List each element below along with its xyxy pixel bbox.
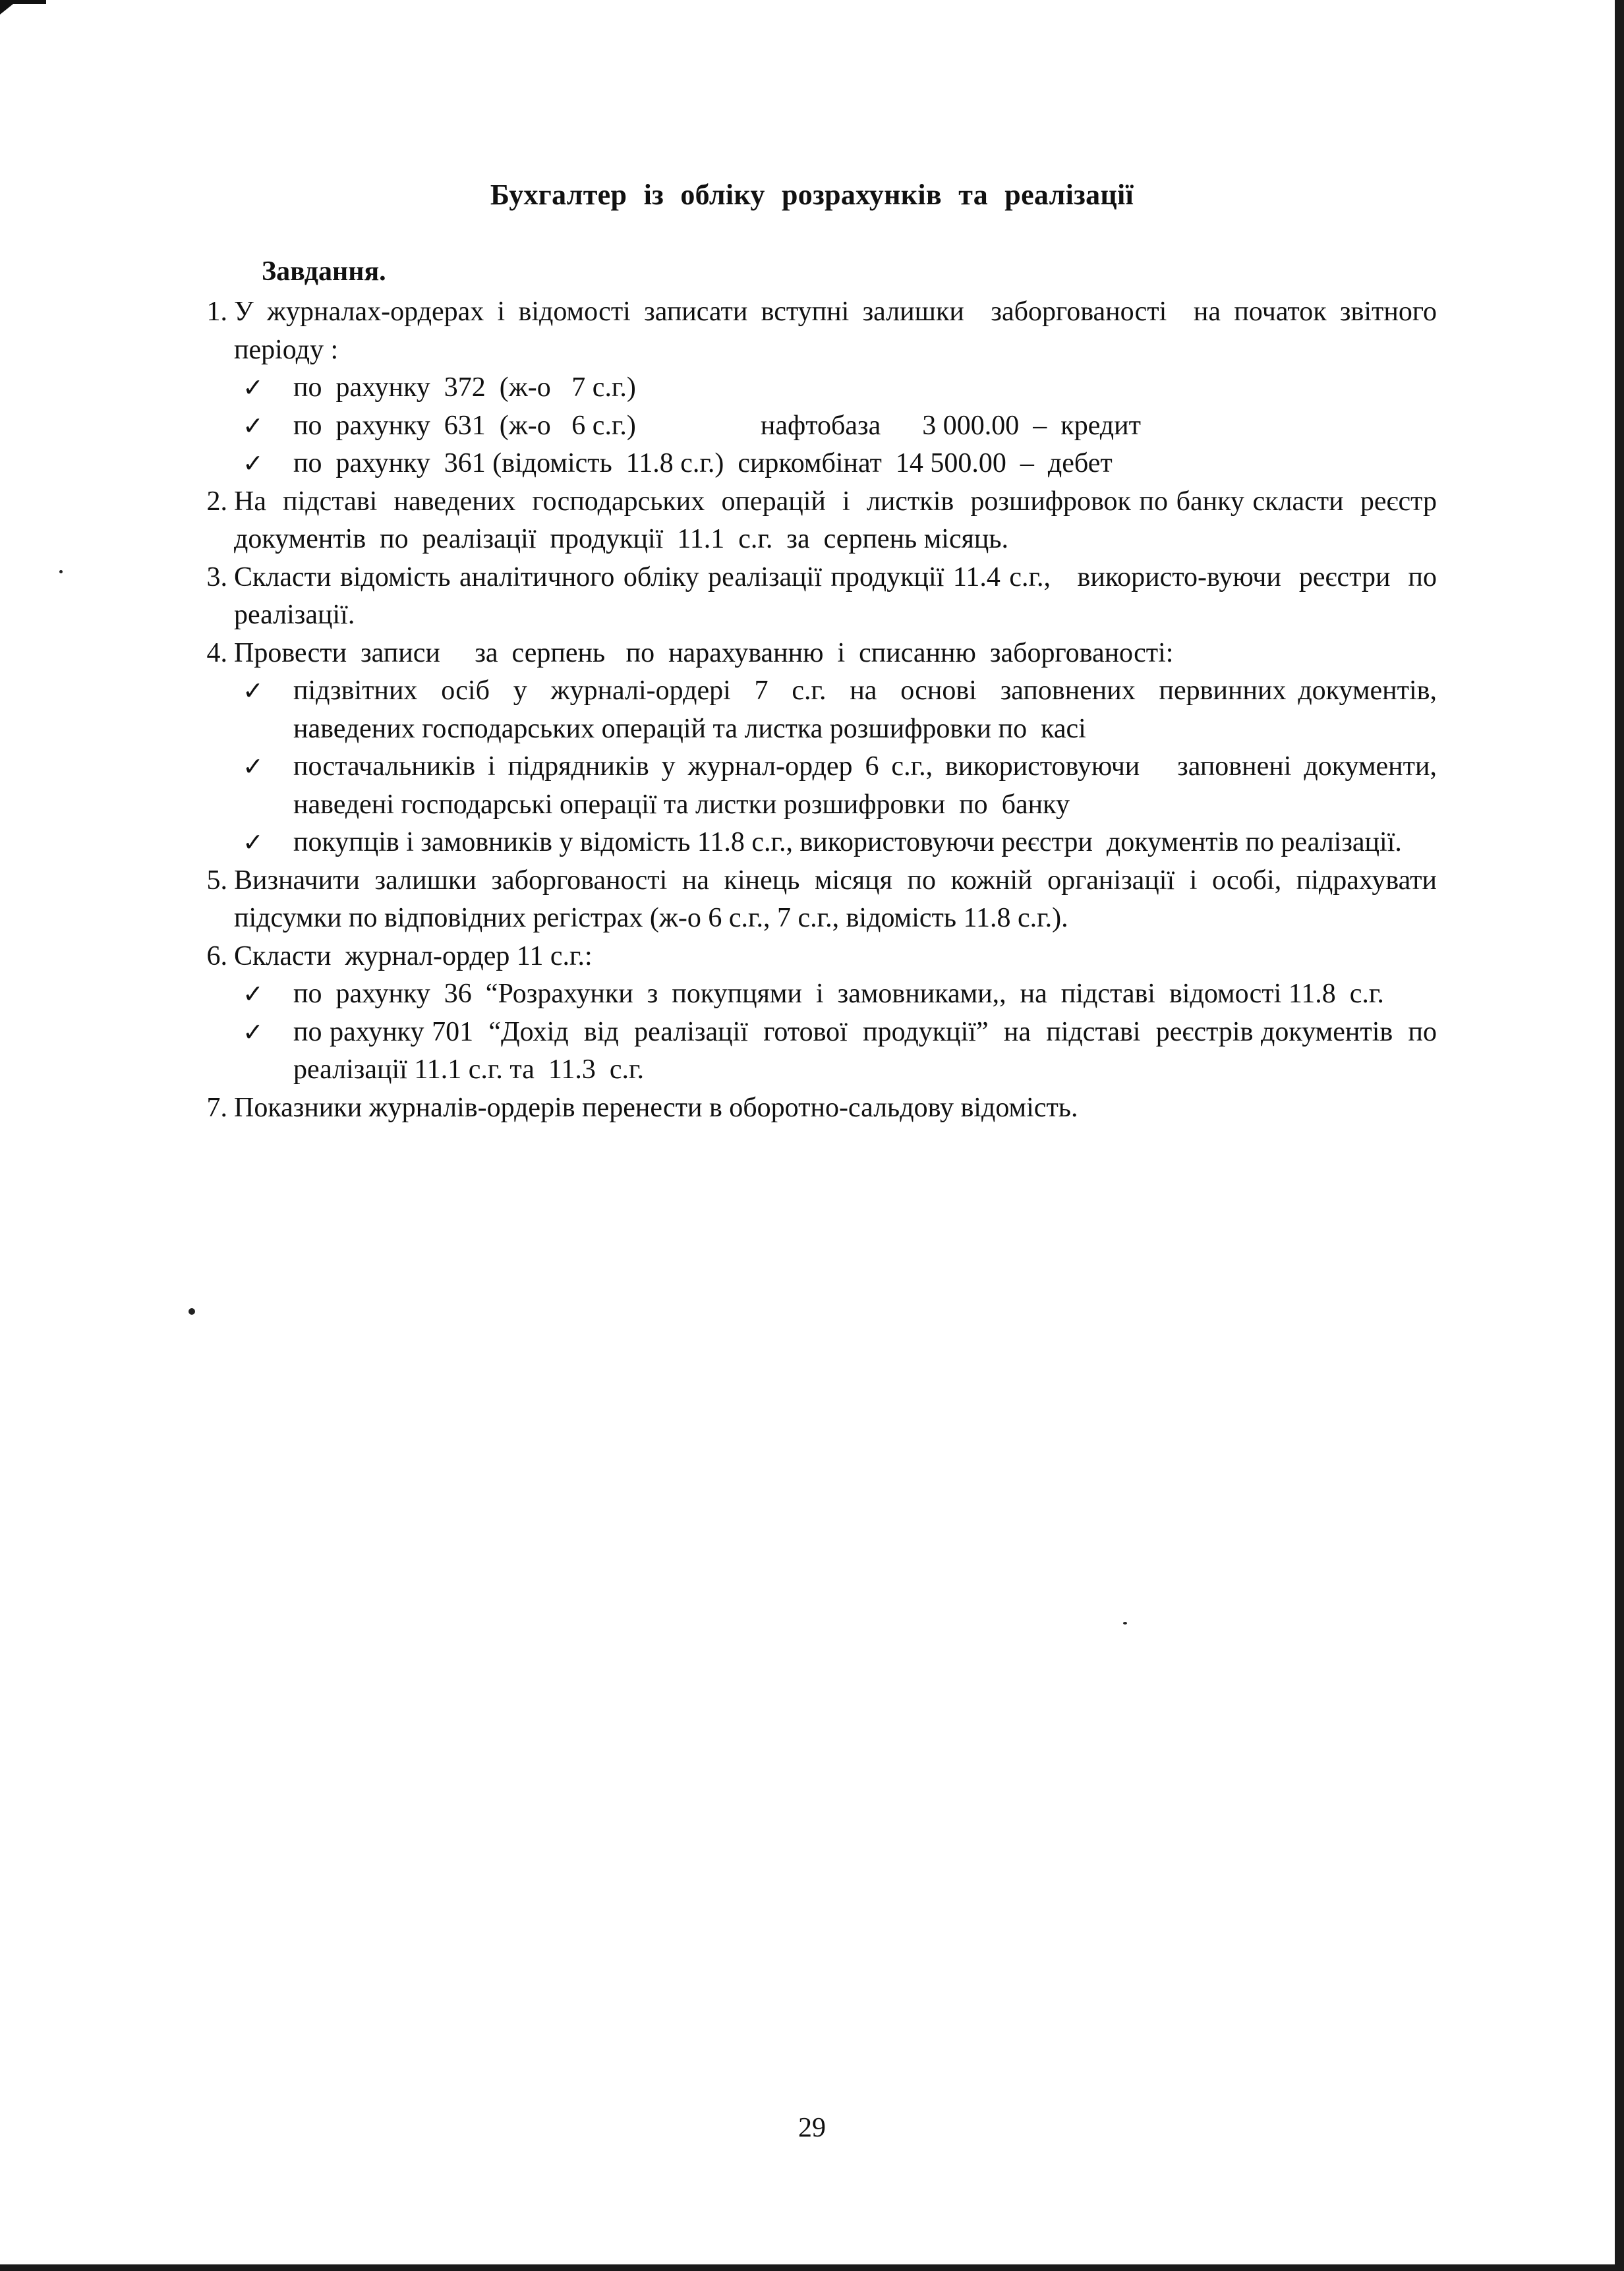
task-number: 6. bbox=[206, 940, 227, 971]
task-subitem bbox=[191, 975, 1437, 1014]
checkmark-icon: ✓ bbox=[243, 979, 264, 1008]
subitem-text: підзвітних осіб у журналі-ордері 7 с.г. на основі заповнених первинних документів, наведених господарських операцій та листка розшифровки по касі bbox=[293, 676, 1444, 744]
task-text: На підставі наведених господарських операцій і листків розшифровок по банку скласти реєстр документів по реалізації продукції 11.1 с.г. за серпень місяць. bbox=[234, 486, 1451, 554]
task-subitem bbox=[191, 445, 1437, 483]
task-item bbox=[191, 862, 1444, 938]
task-subitem bbox=[191, 748, 1444, 824]
task-text: Показники журналів-ордерів перенести в оборотно-сальдову відомість. bbox=[234, 1092, 1078, 1123]
checkmark-icon: ✓ bbox=[243, 1017, 264, 1047]
task-item bbox=[191, 559, 1451, 635]
checkmark-icon: ✓ bbox=[243, 676, 264, 705]
subitem-text: по рахунку 701 “Дохід від реалізації готової продукції” на підставі реєстрів документів по реалізації 11.1 с.г. та 11.3 с.г. bbox=[293, 1016, 1451, 1085]
task-item bbox=[191, 635, 1437, 673]
page-number: 29 bbox=[798, 2113, 826, 2143]
scan-speck bbox=[188, 1308, 195, 1315]
task-text: Визначити залишки заборгованості на кінець місяця по кожній організації і особі, підрахувати підсумки по відповідних регістрах (ж-о 6 с.г., 7 с.г., відомість 11.8 с.г.). bbox=[234, 865, 1444, 933]
task-number: 4. bbox=[206, 637, 227, 668]
subitem-text: постачальників і підрядників у журнал-ордер 6 с.г., використовуючи заповнені документи, наведені господарські операції та листки розшифровки по банку bbox=[293, 751, 1444, 820]
scan-border-bottom bbox=[0, 2264, 1624, 2271]
checkmark-icon: ✓ bbox=[243, 828, 264, 857]
task-number: 1. bbox=[206, 297, 227, 327]
scan-border-right bbox=[1615, 0, 1624, 2271]
scan-speck bbox=[1123, 1622, 1127, 1624]
subitem-text: покупців і замовників у відомість 11.8 с.г., використовуючи реєстри документів по реалізації. bbox=[293, 827, 1402, 857]
subitem-text: по рахунку 631 (ж-о 6 с.г.) нафтобаза 3 000.00 – кредит bbox=[293, 410, 1141, 441]
checkmark-icon: ✓ bbox=[243, 449, 264, 478]
task-number: 3. bbox=[206, 561, 227, 592]
task-item bbox=[191, 293, 1451, 369]
task-subitem bbox=[191, 407, 1437, 446]
task-subitem bbox=[191, 824, 1437, 862]
task-number: 2. bbox=[206, 486, 227, 517]
checkmark-icon: ✓ bbox=[243, 752, 264, 781]
subitem-text: по рахунку 36 “Розрахунки з покупцями і замовниками,, на підставі відомості 11.8 с.г. bbox=[293, 979, 1384, 1009]
task-item bbox=[191, 483, 1451, 559]
task-subitem bbox=[191, 1014, 1451, 1089]
checkmark-icon: ✓ bbox=[243, 373, 264, 402]
subitem-text: по рахунку 361 (відомість 11.8 с.г.) сиркомбінат 14 500.00 – дебет bbox=[293, 448, 1113, 478]
task-list bbox=[191, 293, 1451, 1127]
scan-corner-mark bbox=[0, 0, 46, 14]
tasks-heading: Завдання. bbox=[262, 256, 386, 287]
task-number: 5. bbox=[206, 865, 227, 896]
document-title: Бухгалтер із обліку розрахунків та реалізації bbox=[490, 179, 1134, 211]
task-text: Скласти відомість аналітичного обліку реалізації продукції 11.4 с.г., використо-вуючи реєстри по реалізації. bbox=[234, 561, 1451, 630]
checkmark-icon: ✓ bbox=[243, 411, 264, 440]
task-subitem bbox=[191, 369, 1437, 407]
subitem-text: по рахунку 372 (ж-о 7 с.г.) bbox=[293, 372, 636, 403]
task-text: Скласти журнал-ордер 11 с.г.: bbox=[234, 940, 593, 971]
task-item bbox=[191, 1089, 1437, 1128]
task-number: 7. bbox=[206, 1092, 227, 1123]
task-text: У журналах-ордерах і відомості записати вступні залишки заборгованості на початок звітного періоду : bbox=[234, 297, 1451, 365]
task-text: Провести записи за серпень по нарахуванню і списанню заборгованості: bbox=[234, 637, 1174, 668]
scan-speck bbox=[59, 570, 63, 573]
task-item bbox=[191, 938, 1437, 976]
task-subitem bbox=[191, 672, 1444, 748]
